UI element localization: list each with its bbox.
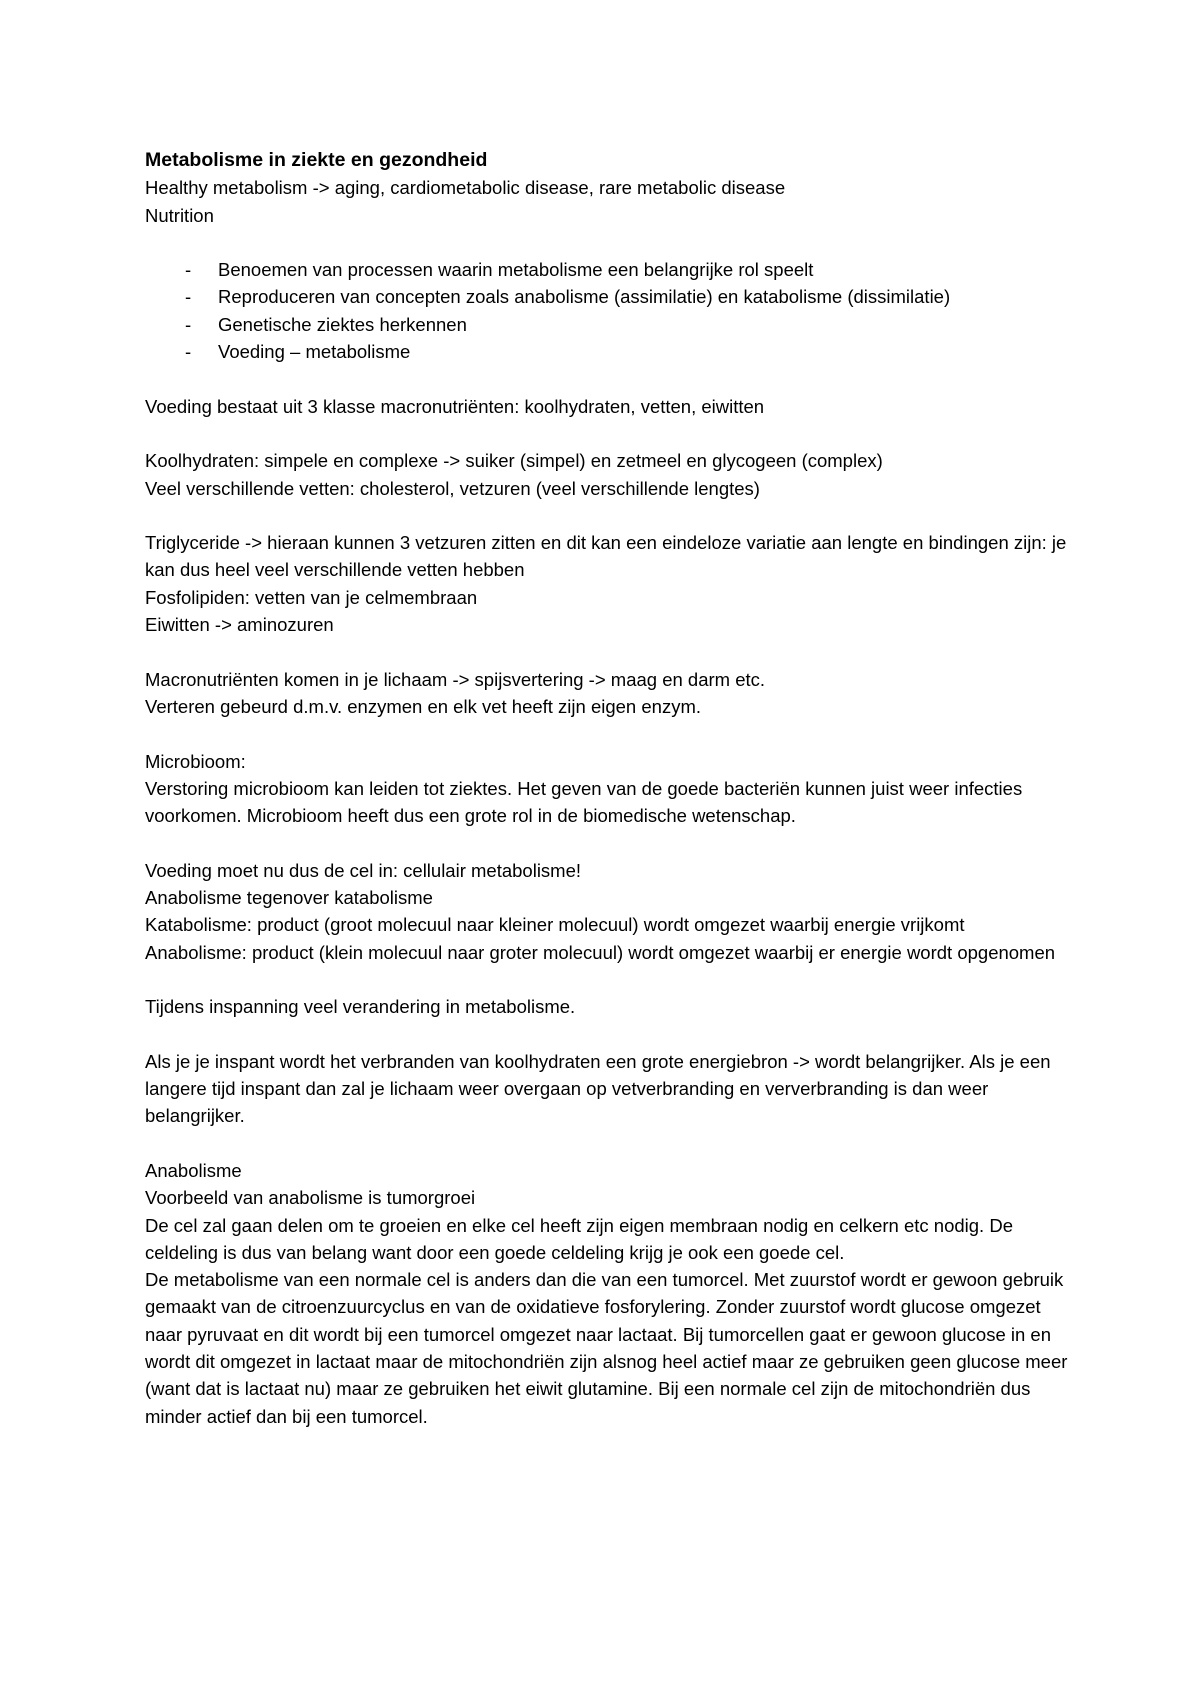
spacer [145,420,1075,447]
paragraph-line: Veel verschillende vetten: cholesterol, vetzuren (veel verschillende lengtes) [145,477,760,499]
paragraph-line: Katabolisme: product (groot molecuul naar kleiner molecuul) wordt omgezet waarbij energie vrijkomt [145,914,965,936]
paragraph-line: Macronutriënten komen in je lichaam -> spijsvertering -> maag en darm etc. [145,668,766,690]
spacer [145,966,1075,993]
paragraph-line: Koolhydraten: simpele en complexe -> suiker (simpel) en zetmeel en glycogeen (complex) [145,450,883,472]
list-item [145,311,1075,338]
list-item [145,283,1075,310]
intro-line: Nutrition [145,204,214,226]
section-heading: Microbioom: [145,750,246,772]
paragraph-line: Voeding moet nu dus de cel in: cellulair metabolisme! [145,859,582,881]
spacer [145,502,1075,529]
list-item [145,338,1075,365]
paragraph-line: Eiwitten -> aminozuren [145,614,334,636]
list-item-text: Benoemen van processen waarin metabolisme een belangrijke rol speelt [218,259,814,281]
paragraph: Als je je inspant wordt het verbranden van koolhydraten een grote energiebron -> wordt belangrijker. Als je een langere tijd inspant dan zal je lichaam weer overgaan op vetverbranding en ververbranding is dan weer belangrijker. [145,1050,1051,1127]
paragraph: Triglyceride -> hieraan kunnen 3 vetzuren zitten en dit kan een eindeloze variatie aan lengte en bindingen zijn: je kan dus heel veel verschillende vetten hebben [145,532,1067,581]
spacer [145,829,1075,856]
list-item-text: Voeding – metabolisme [218,341,411,363]
objectives-list [145,256,1075,365]
paragraph: Tijdens inspanning veel verandering in metabolisme. [145,996,576,1018]
list-item-text: Reproduceren van concepten zoals anabolisme (assimilatie) en katabolisme (dissimilatie) [218,286,951,308]
bullet-dash: - [185,341,192,363]
bullet-dash: - [185,259,192,281]
paragraph: De metabolisme van een normale cel is anders dan die van een tumorcel. Met zuurstof wordt er gewoon gebruik gemaakt van de citroenzuurcyclus en van de oxidatieve fosforylering. Zonder zuurstof wordt glucose omgezet naar pyruvaat en dit wordt bij een tumorcel omgezet naar lactaat. Bij tumorcellen gaat er gewoon glucose in en wordt dit omgezet in lactaat maar de mitochondriën zijn alsnog heel actief maar ze gebruiken geen glucose meer (want dat is lactaat nu) maar ze gebruiken het eiwit glutamine. Bij een normale cel zijn de mitochondriën dus minder actief dan bij een tumorcel. [145,1269,1068,1427]
document-page [145,147,1075,1430]
paragraph: Verstoring microbioom kan leiden tot ziektes. Het geven van de goede bacteriën kunnen juist weer infecties voorkomen. Microbioom heeft dus een grote rol in de biomedische wetenschap. [145,777,1023,827]
document-title: Metabolisme in ziekte en gezondheid [145,149,488,171]
intro-line: Healthy metabolism -> aging, cardiometabolic disease, rare metabolic disease [145,177,786,199]
paragraph-line: Verteren gebeurd d.m.v. enzymen en elk vet heeft zijn eigen enzym. [145,695,701,717]
spacer [145,638,1075,665]
bullet-dash: - [185,313,192,335]
section-heading: Anabolisme [145,1159,242,1181]
list-item [145,256,1075,283]
paragraph-line: Fosfolipiden: vetten van je celmembraan [145,586,478,608]
bullet-dash: - [185,286,192,308]
spacer [145,365,1075,392]
paragraph: Voeding bestaat uit 3 klasse macronutriënten: koolhydraten, vetten, eiwitten [145,395,765,417]
spacer [145,1130,1075,1157]
list-item-text: Genetische ziektes herkennen [218,313,467,335]
spacer [145,1021,1075,1048]
paragraph: Anabolisme: product (klein molecuul naar groter molecuul) wordt omgezet waarbij er energie wordt opgenomen [145,941,1056,963]
spacer [145,229,1075,256]
paragraph-line: Voorbeeld van anabolisme is tumorgroei [145,1187,476,1209]
spacer [145,720,1075,747]
paragraph: De cel zal gaan delen om te groeien en elke cel heeft zijn eigen membraan nodig en celkern etc nodig. De celdeling is dus van belang want door een goede celdeling krijg je ook een goede cel. [145,1214,1013,1263]
paragraph-line: Anabolisme tegenover katabolisme [145,887,433,909]
